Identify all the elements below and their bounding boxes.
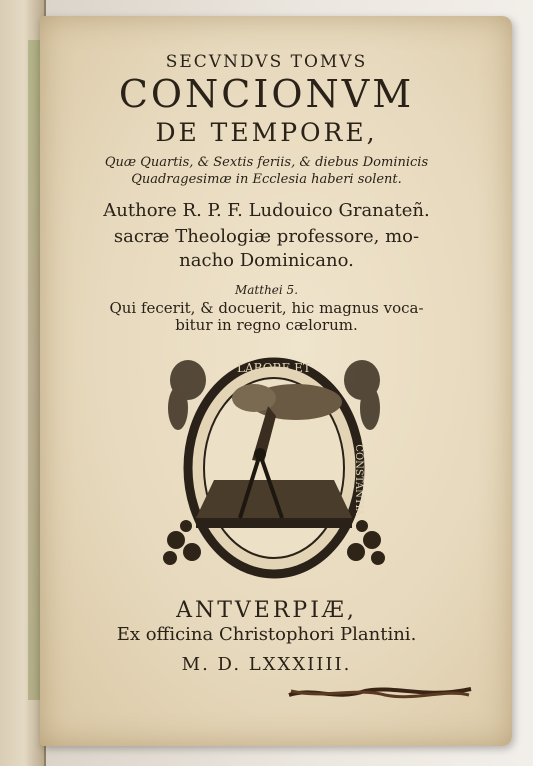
main-title: CONCIONVM: [118, 72, 415, 116]
scripture-reference: Matthei 5.: [234, 283, 299, 297]
volume-heading: SECVNDVS TOMVS: [165, 52, 368, 72]
quote-line-2: bitur in regno cælorum.: [175, 316, 358, 334]
imprint-printer: Ex officina Christophori Plantini.: [116, 624, 417, 645]
author-line-2: sacræ Theologiæ professore, mo-: [113, 226, 420, 247]
subtitle: DE TEMPORE,: [155, 118, 378, 147]
description-line-2: Quadragesimæ in Ecclesia haberi solent.: [131, 172, 402, 187]
imprint-place: ANTVERPIÆ,: [176, 598, 357, 623]
description-line-1: Quæ Quartis, & Sextis feriis, & diebus Dominicis: [104, 155, 429, 170]
crossed-out-inscription: [285, 683, 475, 703]
quote-line-1: Qui fecerit, & docuerit, hic magnus voca-: [109, 299, 424, 317]
device-motto-right: CONSTANTIA: [353, 444, 364, 516]
printer-device-illustration: [156, 350, 392, 582]
imprint-date: M. D. LXXXIIII.: [181, 654, 352, 675]
author-line-1: Authore R. P. F. Ludouico Granateñ.: [103, 200, 430, 221]
device-motto-top: LABORE ET: [237, 361, 311, 375]
author-line-3: nacho Dominicano.: [179, 250, 354, 271]
